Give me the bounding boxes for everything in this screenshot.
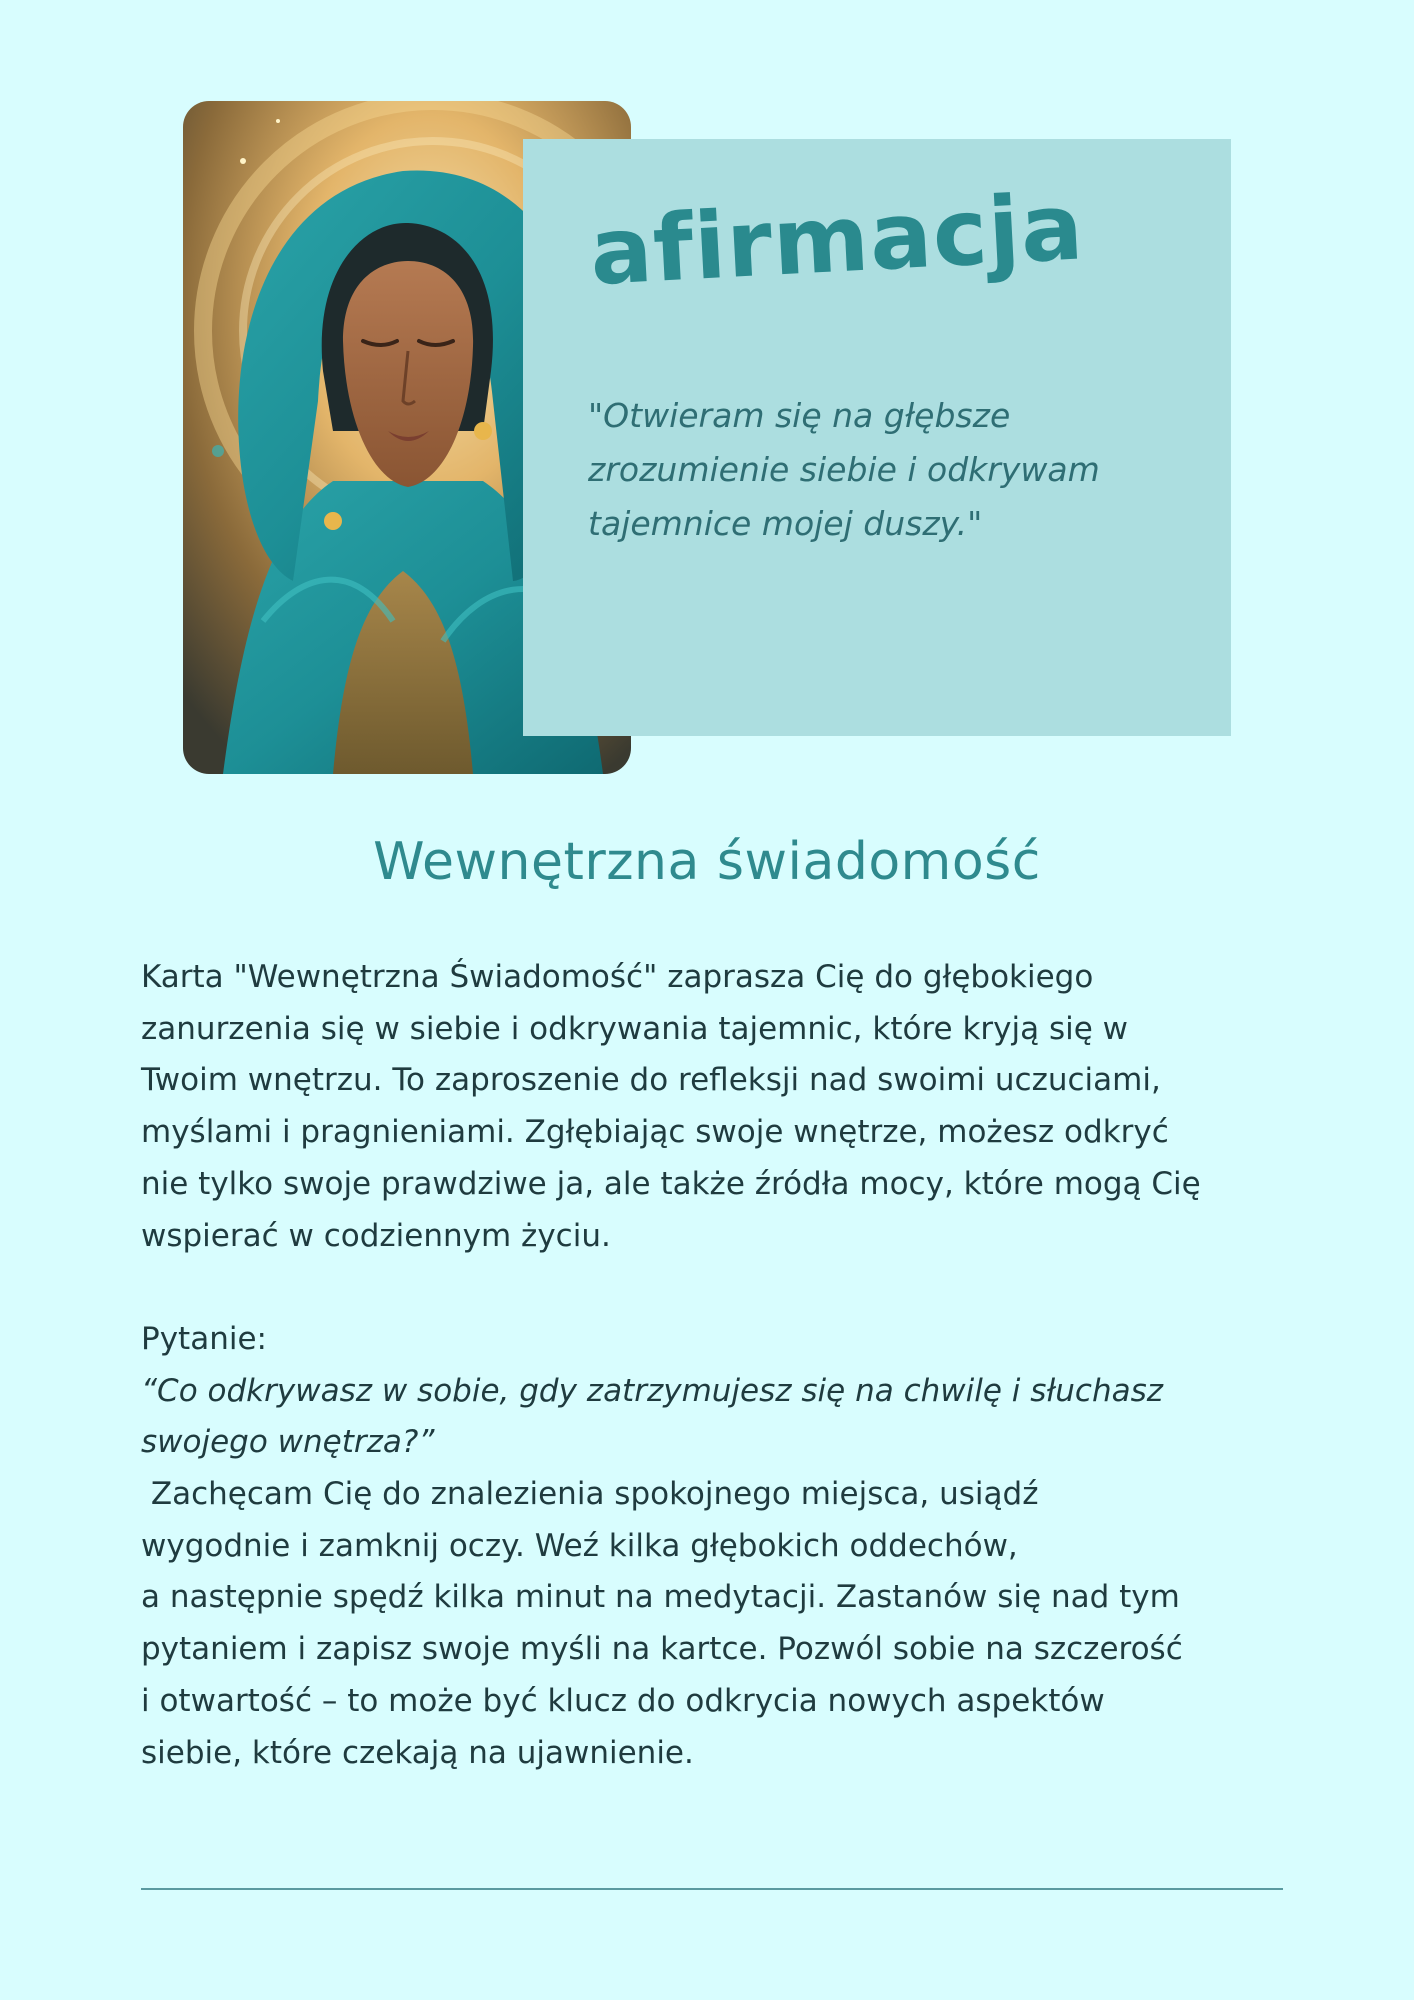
- card-title: Wewnętrzna świadomość: [373, 832, 1041, 892]
- instructions-line: i otwartość – to może być klucz do odkrycia nowych aspektów: [141, 1682, 1105, 1719]
- paragraph-spacer: [141, 1262, 1281, 1314]
- instructions-line: Zachęcam Cię do znalezienia spokojnego miejsca, usiądź: [141, 1476, 1039, 1513]
- question-line: swojego wnętrza?”: [141, 1424, 435, 1461]
- affirmation-heading: afirmacja: [587, 173, 1087, 306]
- description-line: myślami i pragnieniami. Zgłębiając swoje wnętrze, możesz odkryć: [141, 1114, 1169, 1151]
- instructions-line: a następnie spędź kilka minut na medytacji. Zastanów się nad tym: [141, 1579, 1180, 1616]
- instructions-line: pytaniem i zapisz swoje myśli na kartce. Pozwól sobie na szczerość: [141, 1631, 1183, 1668]
- affirmation-quote-line: zrozumienie siebie i odkrywam: [588, 450, 1100, 489]
- footer-divider: [141, 1888, 1283, 1890]
- description-paragraph: [141, 952, 1281, 1262]
- instructions-line: siebie, które czekają na ujawnienie.: [141, 1734, 694, 1771]
- description-line: wspierać w codziennym życiu.: [141, 1217, 611, 1254]
- question-label: Pytanie:: [141, 1320, 267, 1357]
- description-line: Twoim wnętrzu. To zaproszenie do refleksji nad swoimi uczuciami,: [141, 1062, 1161, 1099]
- affirmation-quote: [588, 389, 1168, 551]
- affirmation-quote-line: "Otwieram się na głębsze: [588, 396, 1011, 435]
- question-line: “Co odkrywasz w sobie, gdy zatrzymujesz się na chwilę i słuchasz: [141, 1372, 1164, 1409]
- card-description-block: [141, 952, 1281, 1779]
- description-line: zanurzenia się w siebie i odkrywania tajemnic, które kryją się w: [141, 1010, 1128, 1047]
- instructions-line: wygodnie i zamknij oczy. Weź kilka głębokich oddechów,: [141, 1527, 1018, 1564]
- affirmation-quote-line: tajemnice mojej duszy.": [588, 504, 983, 543]
- instructions-paragraph: [141, 1469, 1281, 1779]
- description-line: nie tylko swoje prawdziwe ja, ale także źródła mocy, które mogą Cię: [141, 1165, 1201, 1202]
- question-text: [141, 1366, 1281, 1469]
- description-line: Karta "Wewnętrzna Świadomość" zaprasza Cię do głębokiego: [141, 959, 1094, 995]
- affirmation-panel: [523, 139, 1231, 736]
